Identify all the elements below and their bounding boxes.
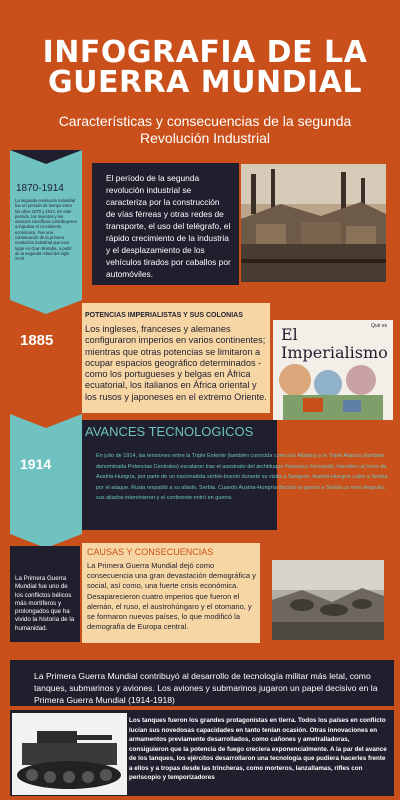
timeline-chevron-1 [10, 300, 82, 314]
page-subtitle: Características y consecuencias de la segunda Revolución Industrial [58, 113, 352, 146]
section6-text: Los tanques fueron los grandes protagonistas en tierra. Todos los países en conflicto lucían sus novedosas capacidades en tanto tenían ocasión. Otras innovaciones en armamentos previamente desarrollados, como cañones y ametralladoras, consiguieron que la potencia de fuego creciera exponencialmente. A la par del avance de los tanques, los ejércitos desarrollaron una tecnología que pudiera hacerles frente a ellos y a tropas desde las trincheras, como morteros, lanzallamas, rifles con periscopio y temporizadores [129, 717, 387, 781]
cartoon-title: El Imperialismo [281, 325, 388, 362]
imperialism-cartoon [273, 320, 393, 420]
page-title [20, 35, 390, 100]
industrial-city-photo [241, 164, 386, 282]
section1-date: 1870-1914 [16, 183, 64, 194]
section2-date: 1885 [20, 332, 54, 349]
timeline-notch-2 [10, 414, 82, 428]
section3-date: 1914 [20, 456, 52, 472]
section2-heading: POTENCIAS IMPERIALISTAS Y SUS COLONIAS [85, 312, 243, 319]
title-line-2: GUERRA MUNDIAL [47, 65, 363, 100]
timeline-notch-1 [10, 150, 82, 164]
timeline-band-middle [10, 414, 82, 534]
section1-side-text: La segunda revolución industrial fue un periodo de tiempo entre los años 1870 y 1914. En este periodo, los inventos y los avances científicos contribuyeron a impulsar el crecimiento económico. Fue una continuación de la primera revolución industrial que tuvo lugar en Gran Bretaña, a partir de la segunda mitad del siglo XVIII. [15, 198, 77, 262]
section1-text-box [92, 163, 239, 285]
title-line-1: INFOGRAFIA DE LA [42, 35, 368, 70]
section2-text: Los ingleses, franceses y alemanes configuraron imperios en varios continentes; mientras que otras potencias se limitaron a ocupar espacios geográfico determinados -como los portugueses y belgas en África ecuatorial, los italianos en África oriental y los rusos y japoneses en el extremo Oriente. [85, 324, 267, 402]
section4-heading: CAUSAS Y CONSECUENCIAS [87, 547, 214, 557]
soldiers-photo [272, 560, 384, 640]
section3-heading: AVANCES TECNOLOGICOS [85, 424, 254, 439]
section1-box-text: El período de la segunda revolución industrial se caracteriza por la construcción de vías férreas y otras redes de transporte, el uso del telégrafo, el rápido crecimiento de la industria y el desplazamiento de los vehículos tirados por caballos por automóviles. [106, 173, 231, 279]
tank-photo [12, 713, 127, 795]
section4-text: La Primera Guerra Mundial dejó como consecuencia una gran devastación demográfica y social, así como, una fuerte crisis económica. Desaparecieron cuatro imperios que fueron el alemán, el ruso, el austrohúngaro y el otomano, y se formaron nuevos países, lo que modificó la demografía de Europa central. [87, 561, 256, 632]
section4-side-text: La Primera Guerra Mundial fue uno de los conflictos bélicos más mortíferos y prolongados que ha vivido la historia de la humanidad. [15, 575, 75, 632]
section5-text: La Primera Guerra Mundial contribuyó al desarrollo de tecnología militar más letal, como tanques, submarinos y aviones. Los aviones y submarinos jugaron un papel decisivo en la Primera Guerra Mundial (1914-1918) [34, 671, 378, 705]
section3-text: En julio de 1914, las tensiones entre la Triple Entente (también conocida como los Aliados) y la Triple Alianza (también denominada Potencias Centrales) escalaron tras el asesinato del archiduque Francisco Fernando, heredero al trono de Austria-Hungría, por parte de un nacionalista serbio-bosnio durante su visita a Sarajevo. Austria-Hungría culpó a Serbia por el ataque. Rusia respaldó a su aliado, Serbia. Cuando Austria-Hungría declaró la guerra a Serbia un mes después, sus aliados intervinieron y el continente entró en guerra. [96, 453, 388, 501]
cartoon-small-label: Qué es [371, 323, 388, 329]
